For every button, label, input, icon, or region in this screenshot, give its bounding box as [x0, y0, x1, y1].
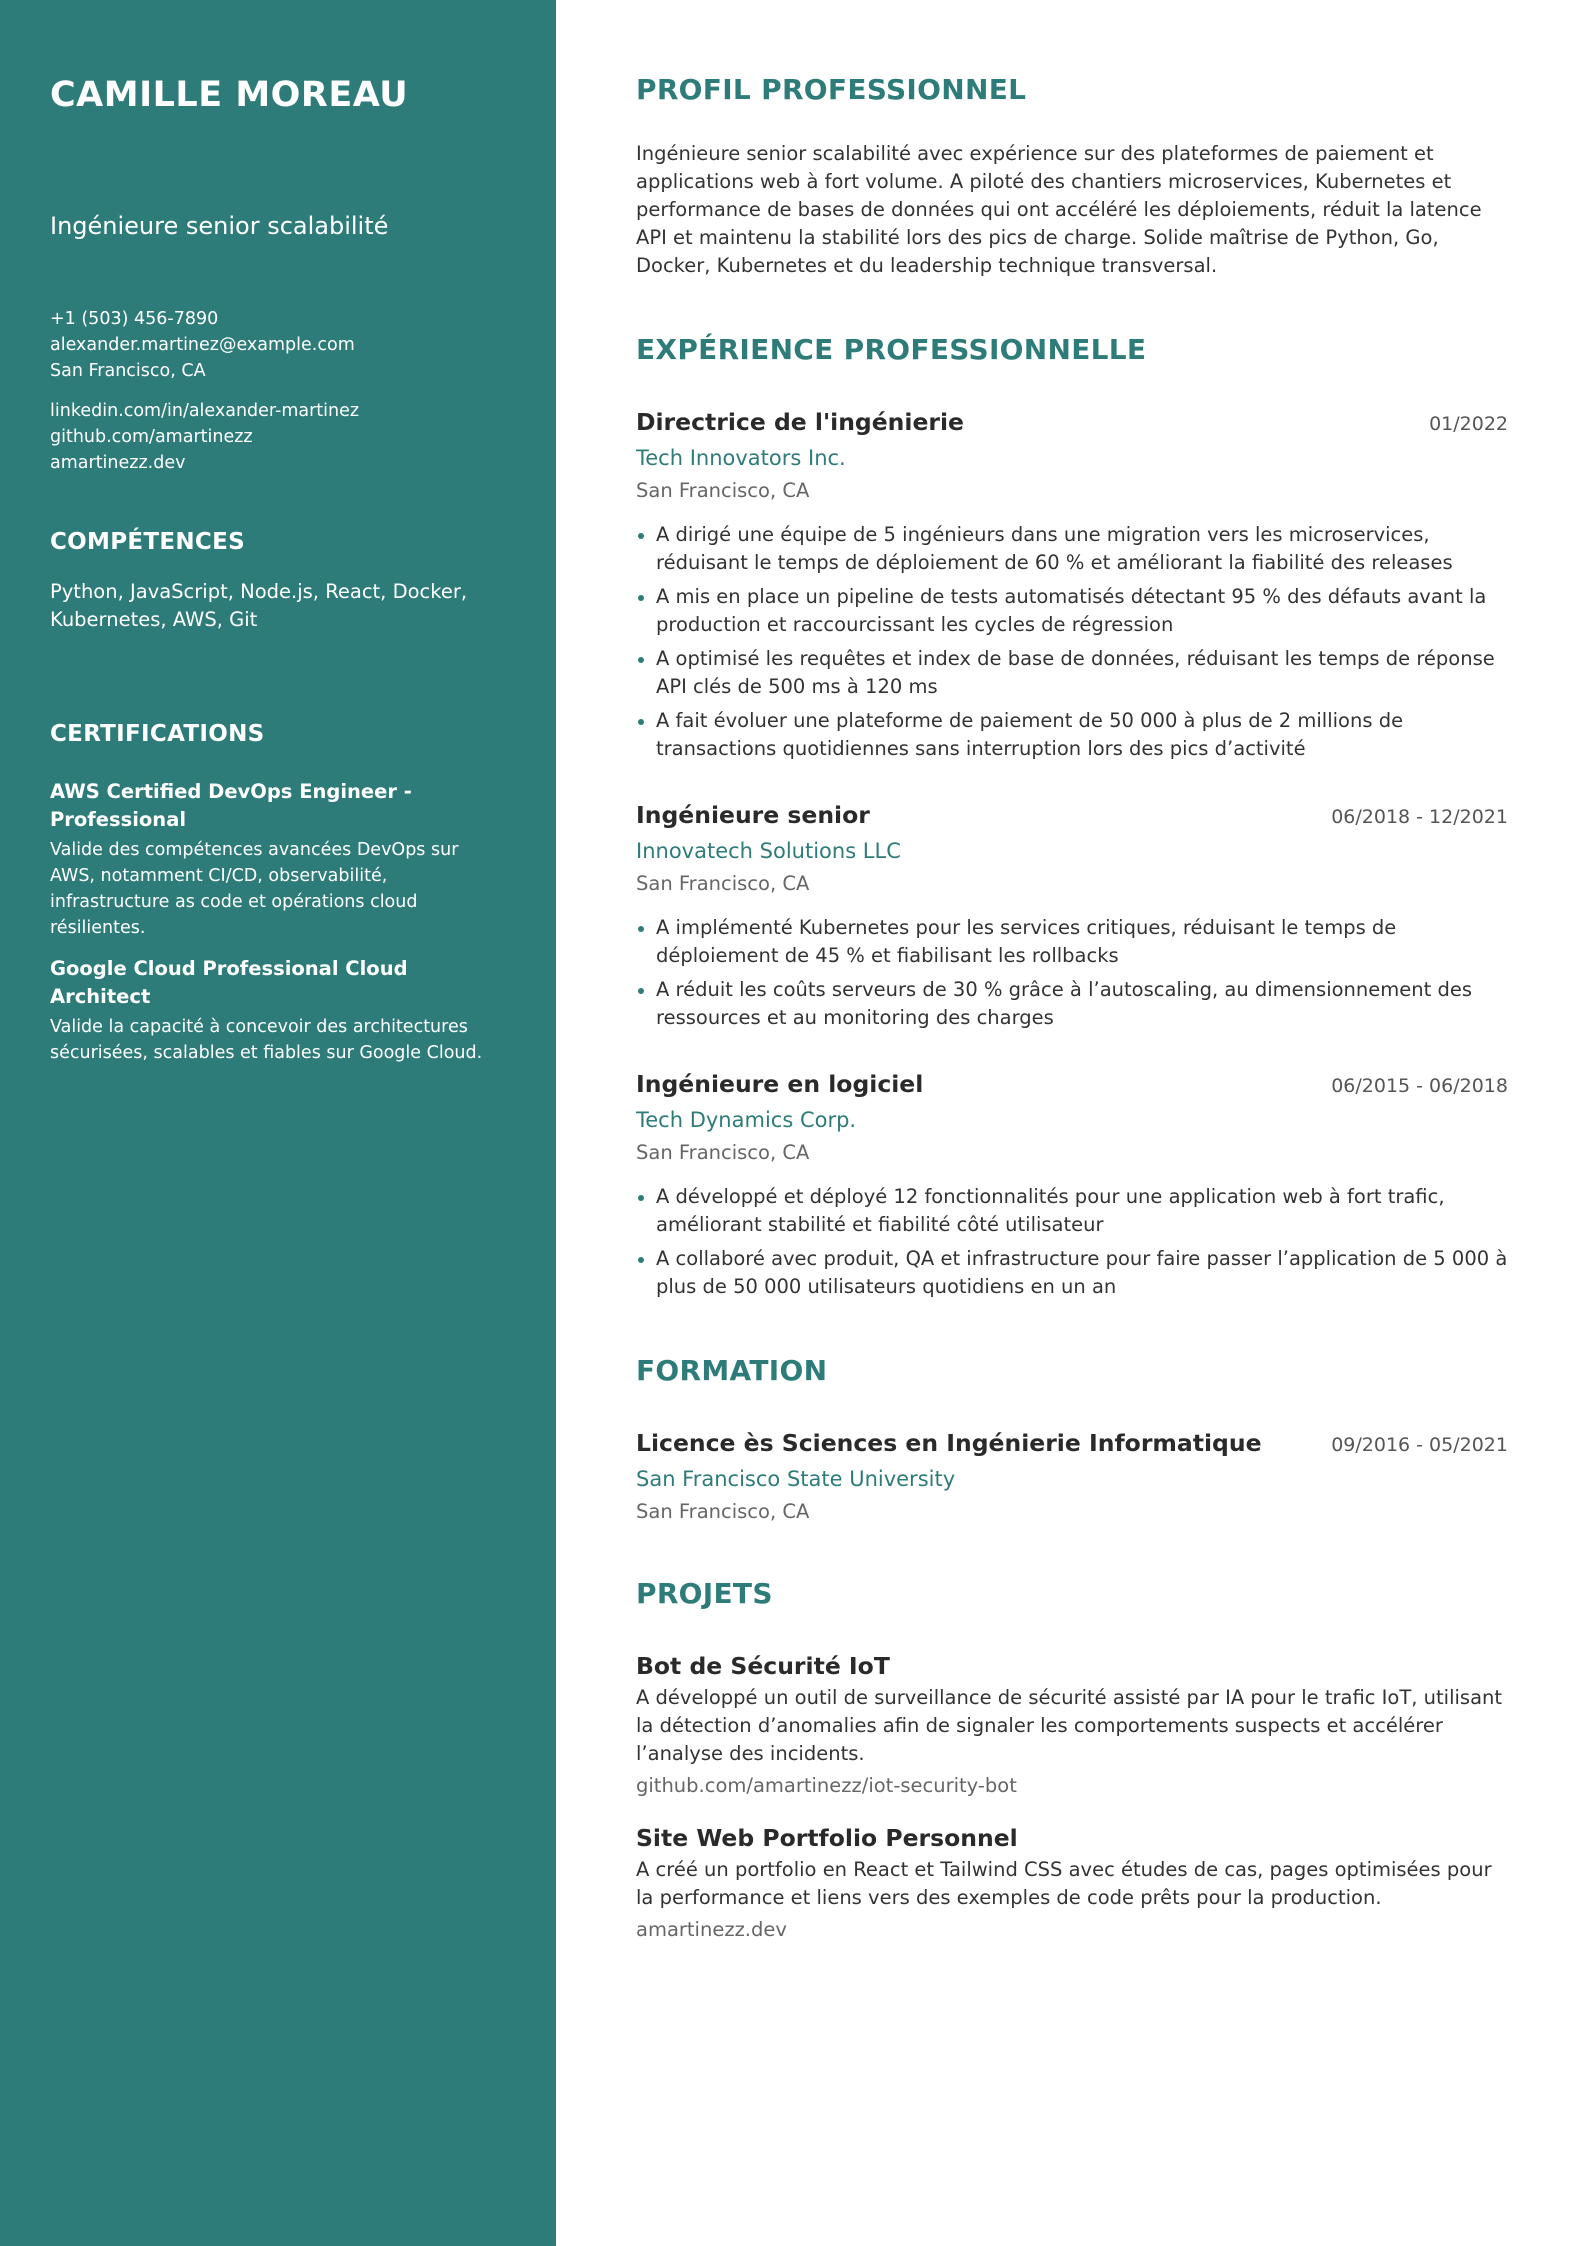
project-description: A développé un outil de surveillance de sécurité assisté par IA pour le trafic IoT, utilisant la détection d’anomalies afin de signaler les comportements suspects et accélérer l’analyse des incidents. [636, 1686, 1503, 1765]
profile-heading: PROFIL PROFESSIONNEL [636, 73, 1027, 106]
contact-block [50, 306, 506, 384]
candidate-title: Ingénieure senior scalabilité [50, 212, 389, 240]
github-link[interactable]: github.com/amartinezz [50, 427, 253, 447]
education-heading: FORMATION [636, 1354, 828, 1387]
bullet-item: A mis en place un pipeline de tests automatisés détectant 95 % des défauts avant la production et raccourcissant les cycles de régression [636, 583, 1508, 639]
bullet-item: A implémenté Kubernetes pour les services critiques, réduisant le temps de déploiement de 45 % et fiabilisant les rollbacks [636, 914, 1508, 970]
certifications-heading: CERTIFICATIONS [50, 721, 265, 747]
contact-email[interactable]: alexander.martinez@example.com [50, 335, 355, 355]
education-section [636, 1351, 1508, 1526]
certification-description: Valide la capacité à concevoir des architectures sécurisées, scalables et fiables sur Google Cloud. [50, 1017, 483, 1063]
project-title: Site Web Portfolio Personnel [636, 1824, 1018, 1852]
certification-name: AWS Certified DevOps Engineer - Professional [50, 780, 412, 831]
experience-date: 06/2015 - 06/2018 [1331, 1075, 1508, 1097]
bullet-item: A collaboré avec produit, QA et infrastructure pour faire passer l’application de 5 000 à plus de 50 000 utilisateurs quotidiens en un an [636, 1245, 1508, 1301]
bullet-item: A réduit les coûts serveurs de 30 % grâce à l’autoscaling, au dimensionnement des ressources et au monitoring des charges [636, 976, 1508, 1032]
experience-company: Innovatech Solutions LLC [636, 839, 901, 863]
sidebar [0, 0, 556, 2246]
education-degree: Licence ès Sciences en Ingénierie Informatique [636, 1429, 1262, 1457]
links-block [50, 398, 506, 476]
experience-title: Directrice de l'ingénierie [636, 408, 964, 436]
experience-bullets [636, 914, 1508, 1032]
experience-list [636, 406, 1508, 1301]
contact-phone: +1 (503) 456-7890 [50, 309, 219, 329]
education-location: San Francisco, CA [636, 1500, 810, 1523]
projects-list [636, 1650, 1508, 1944]
experience-company: Tech Dynamics Corp. [636, 1108, 857, 1132]
education-date: 09/2016 - 05/2021 [1331, 1434, 1508, 1456]
project-entry [636, 1650, 1508, 1800]
experience-company: Tech Innovators Inc. [636, 446, 846, 470]
education-school: San Francisco State University [636, 1467, 956, 1491]
experience-entry [636, 1068, 1508, 1301]
bullet-item: A fait évoluer une plateforme de paiement de 50 000 à plus de 2 millions de transactions quotidiennes sans interruption lors des pics d’activité [636, 707, 1508, 763]
bullet-item: A dirigé une équipe de 5 ingénieurs dans une migration vers les microservices, réduisant le temps de déploiement de 60 % et améliorant la fiabilité des releases [636, 521, 1508, 577]
project-description: A créé un portfolio en React et Tailwind CSS avec études de cas, pages optimisées pour la performance et liens vers des exemples de code prêts pour la production. [636, 1858, 1492, 1909]
experience-location: San Francisco, CA [636, 872, 810, 895]
experience-bullets [636, 521, 1508, 763]
contact-location: San Francisco, CA [50, 361, 206, 381]
certification-item [50, 955, 506, 1066]
bullet-item: A optimisé les requêtes et index de base de données, réduisant les temps de réponse API clés de 500 ms à 120 ms [636, 645, 1508, 701]
education-entry [636, 1427, 1508, 1526]
education-list [636, 1427, 1508, 1526]
website-link[interactable]: amartinezz.dev [50, 453, 186, 473]
projects-heading: PROJETS [636, 1577, 773, 1610]
main-content [556, 0, 1588, 2246]
experience-date: 01/2022 [1429, 413, 1508, 435]
experience-heading: EXPÉRIENCE PROFESSIONNELLE [636, 333, 1147, 366]
linkedin-link[interactable]: linkedin.com/in/alexander-martinez [50, 401, 360, 421]
experience-date: 06/2018 - 12/2021 [1331, 806, 1508, 828]
project-link[interactable]: github.com/amartinezz/iot-security-bot [636, 1774, 1017, 1797]
candidate-name: CAMILLE MOREAU [50, 75, 409, 115]
certification-name: Google Cloud Professional Cloud Architect [50, 957, 408, 1008]
experience-title: Ingénieure en logiciel [636, 1070, 924, 1098]
experience-entry [636, 406, 1508, 763]
experience-bullets [636, 1183, 1508, 1301]
experience-entry [636, 799, 1508, 1032]
certification-item [50, 778, 506, 941]
profile-section [636, 70, 1508, 280]
skills-text: Python, JavaScript, Node.js, React, Docker, Kubernetes, AWS, Git [50, 580, 468, 631]
skills-heading: COMPÉTENCES [50, 529, 245, 555]
experience-location: San Francisco, CA [636, 479, 810, 502]
bullet-item: A développé et déployé 12 fonctionnalités pour une application web à fort trafic, améliorant stabilité et fiabilité côté utilisateur [636, 1183, 1508, 1239]
project-entry [636, 1822, 1508, 1944]
experience-location: San Francisco, CA [636, 1141, 810, 1164]
certifications-list [50, 778, 506, 1066]
profile-text: Ingénieure senior scalabilité avec expérience sur des plateformes de paiement et applications web à fort volume. A piloté des chantiers microservices, Kubernetes et performance de bases de données qui ont accéléré les déploiements, réduit la latence API et maintenu la stabilité lors des pics de charge. Solide maîtrise de Python, Go, Docker, Kubernetes et du leadership technique transversal. [636, 142, 1482, 277]
experience-title: Ingénieure senior [636, 801, 870, 829]
experience-section [636, 330, 1508, 1301]
project-title: Bot de Sécurité IoT [636, 1652, 890, 1680]
projects-section [636, 1574, 1508, 1944]
project-link[interactable]: amartinezz.dev [636, 1918, 787, 1941]
certification-description: Valide des compétences avancées DevOps sur AWS, notamment CI/CD, observabilité, infrastructure as code et opérations cloud résilientes. [50, 840, 459, 938]
